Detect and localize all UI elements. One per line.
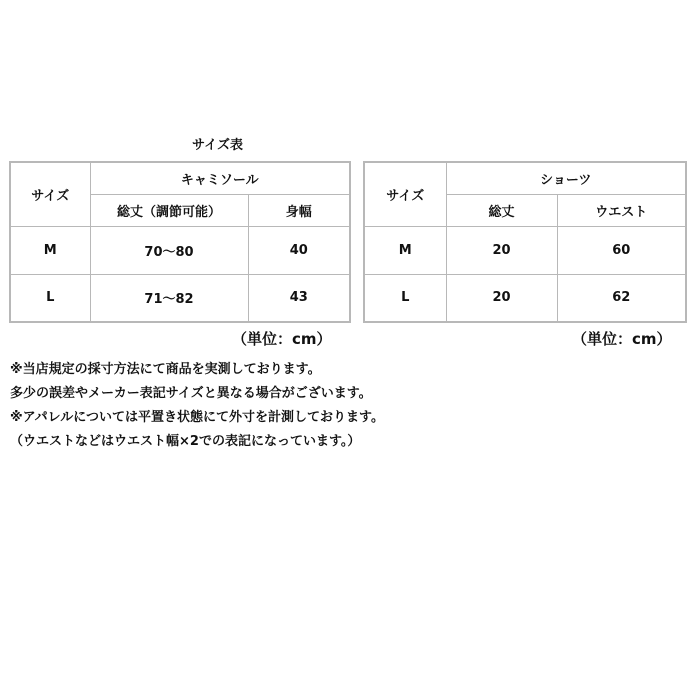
table-row <box>364 226 686 274</box>
size-cell: M <box>10 226 90 274</box>
column-header-width: 身幅 <box>248 194 350 226</box>
size-header: サイズ <box>10 162 90 226</box>
length-cell: 20 <box>446 226 557 274</box>
length-cell: 70～80 <box>90 226 248 274</box>
width-cell: 40 <box>248 226 350 274</box>
camisole-size-table <box>9 161 351 323</box>
note-line: ※当店規定の採寸方法にて商品を実測しております。 <box>10 362 321 377</box>
size-cell: L <box>364 274 446 322</box>
size-chart-title: サイズ表 <box>192 138 243 153</box>
camisole-header: キャミソール <box>90 162 350 194</box>
column-header-length: 総丈 <box>446 194 557 226</box>
table-row <box>10 226 350 274</box>
size-cell: M <box>364 226 446 274</box>
shorts-size-table <box>363 161 687 323</box>
camisole-unit-label: （単位：cm） <box>232 330 332 348</box>
length-cell: 71～82 <box>90 274 248 322</box>
column-header-waist: ウエスト <box>557 194 686 226</box>
size-header: サイズ <box>364 162 446 226</box>
shorts-unit-label: （単位：cm） <box>572 330 672 348</box>
column-header-length: 総丈（調節可能） <box>90 194 248 226</box>
waist-cell: 60 <box>557 226 686 274</box>
measurement-notes <box>10 358 384 454</box>
size-cell: L <box>10 274 90 322</box>
width-cell: 43 <box>248 274 350 322</box>
length-cell: 20 <box>446 274 557 322</box>
shorts-header: ショーツ <box>446 162 686 194</box>
table-row <box>364 274 686 322</box>
waist-cell: 62 <box>557 274 686 322</box>
note-line: （ウエストなどはウエスト幅×2での表記になっています。） <box>10 434 361 449</box>
note-line: ※アパレルについては平置き状態にて外寸を計測しております。 <box>10 410 384 425</box>
note-line: 多少の誤差やメーカー表記サイズと異なる場合がございます。 <box>10 386 372 401</box>
table-row <box>10 274 350 322</box>
